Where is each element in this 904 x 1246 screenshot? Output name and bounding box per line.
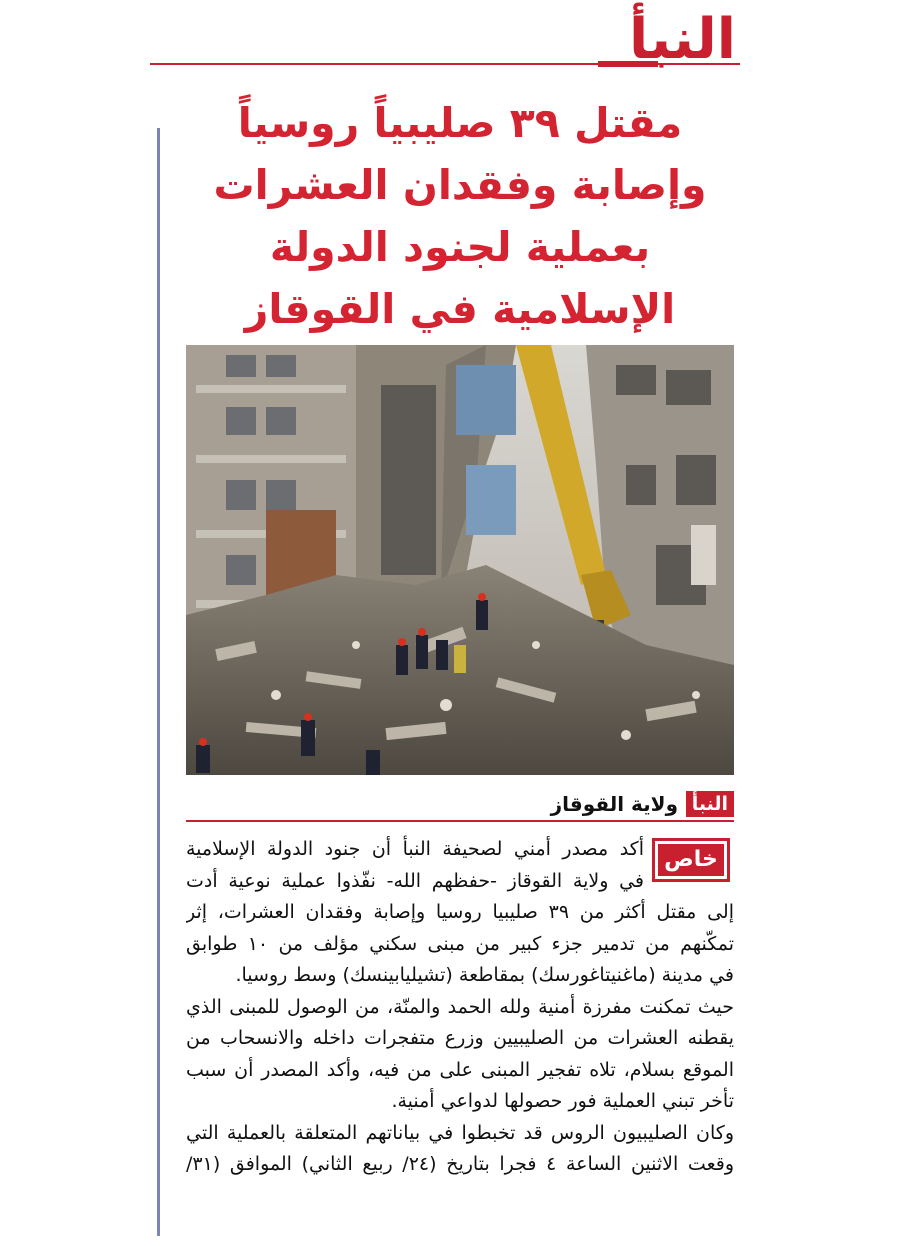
column-divider	[157, 128, 160, 1236]
headline-line: بعملية لجنود الدولة	[269, 223, 651, 271]
article-line: أكد مصدر أمني لصحيفة النبأ أن جنود الدولة الإسلامية	[186, 838, 644, 860]
article-line: في مدينة (ماغنيتاغورسك) بمقاطعة (تشيليابينسك) وسط روسيا.	[235, 964, 734, 986]
article-line: إلى مقتل أكثر من ٣٩ صليبيا روسيا وإصابة وفقدان العشرات، إثر	[186, 901, 734, 923]
article-line: في ولاية القوقاز -حفظهم الله- نفّذوا عملية نوعية أدت	[186, 869, 644, 892]
newspaper-logo: النبأ	[629, 7, 736, 72]
section-name: ولاية القوقاز	[550, 792, 678, 816]
article-line: تأخر تبني العملية فور حصولها لدواعي أمنية.	[391, 1090, 734, 1112]
article-line: تمكّنهم من تدمير جزء كبير من مبنى سكني مؤلف من ١٠ طوابق	[186, 932, 734, 955]
exclusive-label: خاص	[658, 844, 724, 876]
article-line: حيث تمكنت مفرزة أمنية ولله الحمد والمنّة، من الوصول للمبنى الذي	[186, 995, 734, 1018]
article-photo	[186, 345, 734, 775]
section-badge: النبأ	[686, 791, 734, 817]
exclusive-badge	[652, 838, 730, 882]
article-line: الموقع بسلام، تلاه تفجير المبنى على من فيه، وأكد المصدر أن سبب	[186, 1058, 734, 1081]
article-line: يقطنه العشرات من الصليبيين وزرع متفجرات داخله والانسحاب من	[186, 1027, 734, 1049]
article-headline	[200, 92, 720, 340]
headline-line: الإسلامية في القوقاز	[244, 285, 676, 333]
section-rule	[186, 820, 734, 822]
article-line: وقعت الاثنين الساعة ٤ فجرا بتاريخ (٢٤/ ربيع الثاني) الموافق (٣١/	[186, 1153, 734, 1175]
section-header	[186, 788, 734, 822]
article-body	[186, 830, 734, 1220]
headline-line: وإصابة وفقدان العشرات	[213, 161, 707, 209]
headline-line: مقتل ٣٩ صليبياً روسياً	[237, 99, 683, 147]
article-line: وكان الصليبيون الروس قد تخبطوا في بياناتهم المتعلقة بالعملية التي	[186, 1121, 734, 1144]
